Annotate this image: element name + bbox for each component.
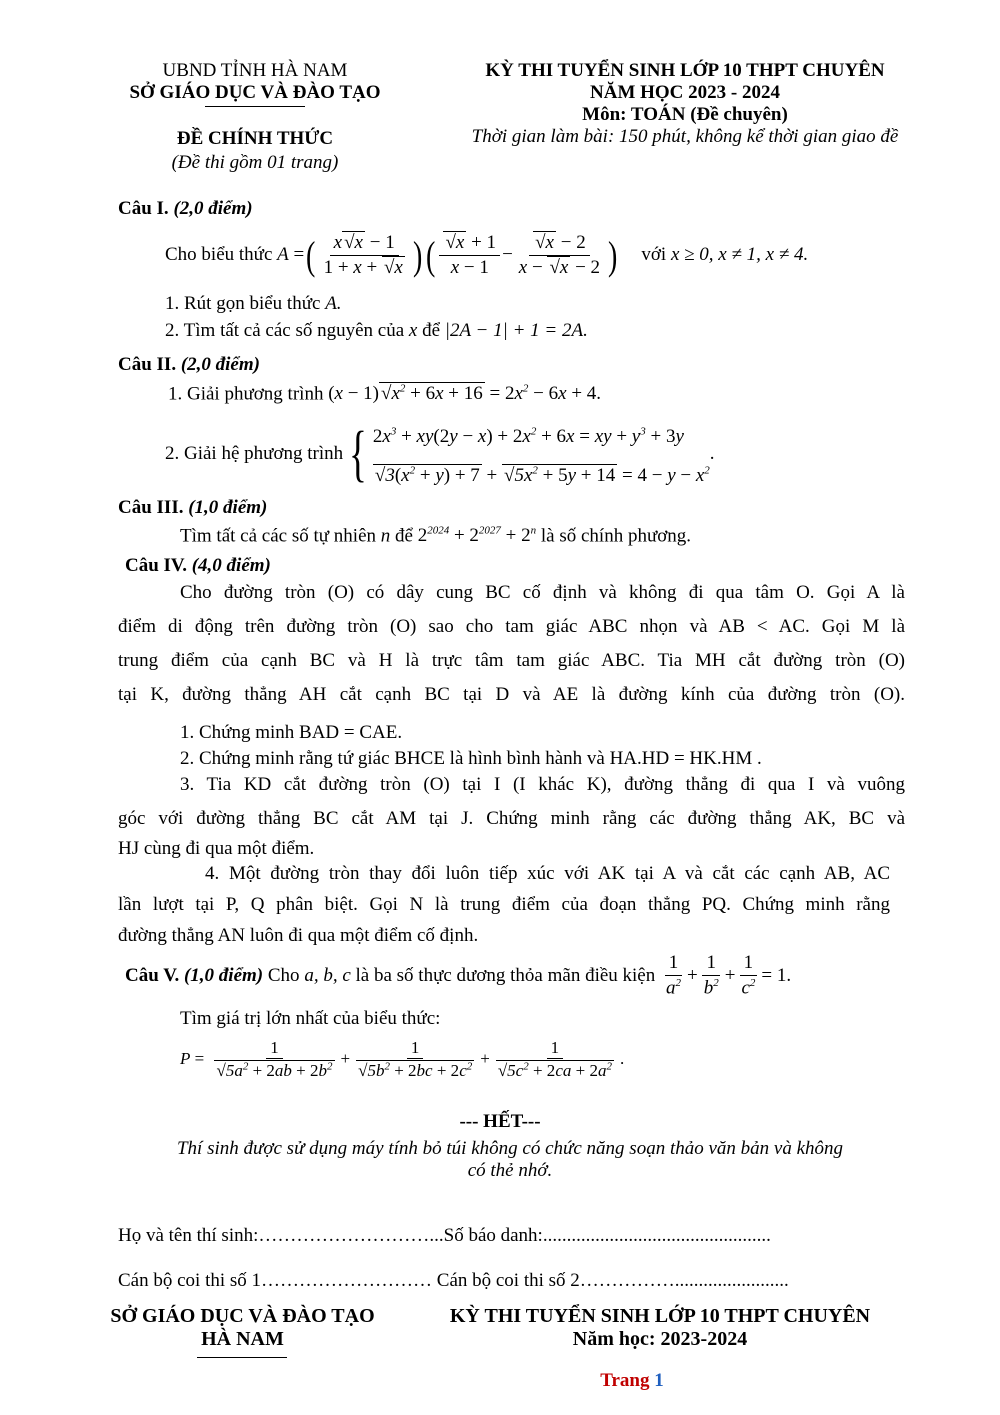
footer-right xyxy=(420,1305,900,1351)
end-mark: --- HẾT--- xyxy=(459,1111,541,1132)
q4-points: (4,0 điểm) xyxy=(191,555,271,576)
q1-part2-mid: để xyxy=(422,320,441,341)
q1-part2-var: x xyxy=(408,320,418,341)
q4-title: Câu IV. xyxy=(125,555,187,576)
q4-para-line-2: điểm di động trên đường tròn (O) sao cho tam giác ABC nhọn và AB < AC. Gọi M là xyxy=(118,616,905,637)
q5-expression: P = $\frac{1}{√5a^2 + 2ab + 2b^2}$ + $\frac{1}{√5b^2 + 2bc + 2c^2}$ + $\frac{1}{√5c^2 + 2ca + 2a^2}$ . xyxy=(180,1037,625,1080)
q4-part2: 2. Chứng minh rằng tứ giác BHCE là hình bình hành và HA.HD = HK.HM . xyxy=(180,748,762,769)
page-word: Trang xyxy=(600,1370,650,1391)
page-num: 1 xyxy=(654,1370,664,1391)
invigilator-field: Cán bộ coi thi số 1……………………… Cán bộ coi thi số 2……………........................ xyxy=(118,1270,789,1291)
q4-part1: 1. Chứng minh BAD = CAE. xyxy=(180,722,403,743)
q3-heading xyxy=(118,497,267,519)
q3-var: n xyxy=(380,525,391,547)
footer-year: Năm học: 2023-2024 xyxy=(572,1328,748,1350)
q4-part3-line-2: góc với đường thẳng BC cắt AM tại J. Chứng minh rằng các đường thẳng AK, BC và xyxy=(118,808,905,829)
q3-text-c: là số chính phương. xyxy=(540,525,692,547)
q2-part1-text: 1. Giải phương trình xyxy=(168,383,324,405)
q1-part2-eq: |2A − 1| + 1 = 2A. xyxy=(444,320,588,341)
footer-left xyxy=(95,1305,390,1351)
header-divider xyxy=(205,106,305,107)
q5-title: Câu V. xyxy=(125,965,180,986)
q5-intro-b: là ba số thực dương thỏa mãn điều kiện xyxy=(355,965,656,986)
q2-title: Câu II. xyxy=(118,354,177,375)
q1-part1-text: 1. Rút gọn biểu thức xyxy=(165,293,321,314)
q3-points: (1,0 điểm) xyxy=(188,497,268,518)
q1-title: Câu I. xyxy=(118,198,169,219)
q3-title: Câu III. xyxy=(118,497,184,518)
q1-part1-var: A. xyxy=(325,293,342,314)
end-note-line-2: có thẻ nhớ. xyxy=(467,1160,553,1181)
q1-part2 xyxy=(165,320,588,342)
q1-heading xyxy=(118,198,253,220)
q1-part2-text: 2. Tìm tất cả các số nguyên của xyxy=(165,320,405,341)
end-note-line-1: Thí sinh được sử dụng máy tính bỏ túi không có chức năng soạn thảo văn bản và không xyxy=(176,1138,844,1159)
q4-part3-line-1: 3. Tia KD cắt đường tròn (O) tại I (I khác K), đường thẳng đi qua I và vuông xyxy=(180,774,905,795)
q5-line: Câu V. (1,0 điểm) Cho a, b, c là ba số thực dương thỏa mãn điều kiện $\frac{1}{a^2}$ + $\frac{1}{b^2}$ + $\frac{1}{c^2}$ = 1. xyxy=(125,952,792,999)
q1-part1 xyxy=(165,293,342,315)
q1-intro: Cho biểu thức xyxy=(165,244,273,265)
footer-province: HÀ NAM xyxy=(201,1328,284,1350)
end-note xyxy=(110,1138,910,1182)
header-left xyxy=(110,60,400,104)
header-right xyxy=(440,60,930,148)
subject: Môn: TOÁN (Đề chuyên) xyxy=(582,104,788,125)
q1-expression: Cho biểu thức A = ( $\frac{x √x - 1}{1 + x + √x}$ ) ( $\frac{√x + 1}{x - 1}$ − $\frac{√x - 2}{x - √x - 2}$ ) với x ≥ 0, x ≠ 1, x ≠ 4. xyxy=(165,231,809,278)
page-number xyxy=(0,1370,1000,1392)
q4-para-line-3: trung điểm của cạnh BC và H là trực tâm tam giác ABC. Tia MH cắt đường tròn (O) xyxy=(118,650,905,671)
q2-points: (2,0 điểm) xyxy=(180,354,260,375)
q4-part4-line-2: lần lượt tại P, Q phân biệt. Gọi N là trung điểm của đoạn thẳng PQ. Chứng minh rằng xyxy=(118,894,890,915)
q4-part4-line-1: 4. Một đường tròn thay đổi luôn tiếp xúc với AK tại A và cắt các cạnh AB, AC xyxy=(205,863,890,884)
q3-text-a: Tìm tất cả các số tự nhiên xyxy=(180,525,377,547)
q2-part2-text: 2. Giải hệ phương trình xyxy=(165,443,344,464)
q2-part1: 1. Giải phương trình (x − 1) $√x^2 + 6x + 16 = 2x^2 - 6x + 4$. xyxy=(168,383,602,405)
q4-part4-line-3: đường thẳng AN luôn đi qua một điểm cố định. xyxy=(118,925,479,946)
exam-title: KỲ THI TUYỂN SINH LỚP 10 THPT CHUYÊN xyxy=(485,60,885,81)
page-count-note: (Đề thi gồm 01 trang) xyxy=(171,152,339,173)
header-department: UBND TỈNH HÀ NAM xyxy=(162,60,348,81)
q5-find: Tìm giá trị lớn nhất của biểu thức: xyxy=(180,1008,441,1029)
q2-heading xyxy=(118,354,260,376)
q5-vars: a, b, c xyxy=(304,965,351,986)
q1-condition: x ≥ 0, x ≠ 1, x ≠ 4. xyxy=(670,244,809,265)
time-note: Thời gian làm bài: 150 phút, không kể thời gian giao đề xyxy=(471,126,899,147)
school-year: NĂM HỌC 2023 - 2024 xyxy=(590,82,780,103)
candidate-name-field: Họ và tên thí sinh:………………………...Số báo danh:................................................ xyxy=(118,1225,771,1246)
q5-intro: Cho xyxy=(267,965,300,986)
q4-para-line-4: tại K, đường thẳng AH cắt cạnh BC tại D và AE là đường kính của đường tròn (O). xyxy=(118,684,905,705)
q2-part2: 2. Giải hệ phương trình { $2x^3 + xy(2y - x) + 2x^2 + 6x$ = xy + $y^3 + 3y$ $√3(x^2 + y) + 7 + √5x^2 + 5y + 14 = 4 - y - x^2$ . xyxy=(165,419,715,488)
footer-office: SỞ GIÁO DỤC VÀ ĐÀO TẠO xyxy=(110,1305,375,1327)
footer-divider xyxy=(197,1357,287,1358)
q4-part3-line-3: HJ cùng đi qua một điểm. xyxy=(118,838,315,859)
header-office: SỞ GIÁO DỤC VÀ ĐÀO TẠO xyxy=(129,82,381,103)
q4-para-line-1: Cho đường tròn (O) có dây cung BC cố định và không đi qua tâm O. Gọi A là xyxy=(180,582,905,603)
q4-heading xyxy=(125,555,271,577)
q3-text: Tìm tất cả các số tự nhiên n để $2^{2024} + 2^{2027} + 2^n$ là số chính phương. xyxy=(180,525,692,547)
q5-points: (1,0 điểm) xyxy=(183,965,264,986)
q1-points: (2,0 điểm) xyxy=(173,198,253,219)
q3-text-b: để xyxy=(395,525,413,547)
q1-condition-word: với xyxy=(641,244,667,265)
footer-exam-title: KỲ THI TUYỂN SINH LỚP 10 THPT CHUYÊN xyxy=(449,1305,871,1327)
official-label: ĐỀ CHÍNH THỨC xyxy=(176,128,334,149)
